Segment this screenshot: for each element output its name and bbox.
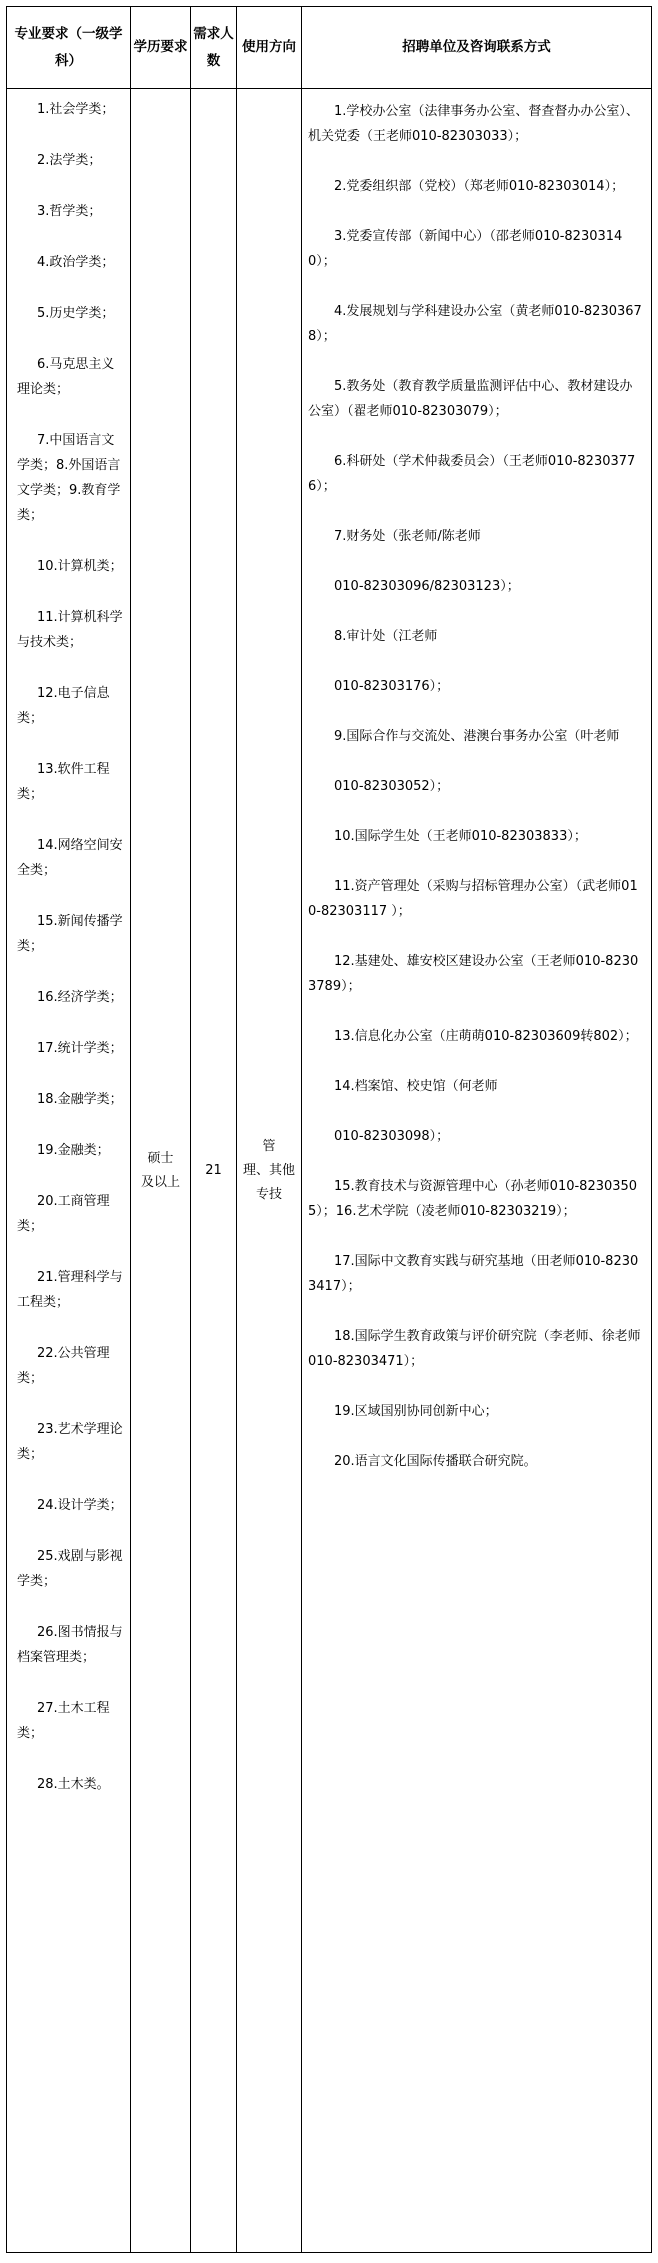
list-item: 1.社会学类； [37, 102, 115, 117]
list-item: 010-82303176）； [334, 679, 450, 694]
list-item: 26.图书情报与档案管理类； [17, 1625, 123, 1665]
direction-line: 理、其他 [242, 1162, 295, 1178]
header-row [7, 7, 652, 89]
list-item: 4.政治学类； [37, 255, 115, 270]
list-item: 28.土木类。 [37, 1777, 110, 1792]
list-item: 12.基建处、雄安校区建设办公室（王老师010-82303789）； [308, 954, 639, 994]
table-row [7, 89, 652, 2253]
list-item: 2.法学类； [37, 153, 102, 168]
list-item: 23.艺术学理论类； [17, 1422, 123, 1462]
list-item: 4.发展规划与学科建设办公室（黄老师010-82303678）； [308, 304, 642, 344]
list-item: 010-82303052）； [334, 779, 450, 794]
list-item: 3.党委宣传部（新闻中心）（邵老师010-82303140）； [308, 229, 623, 269]
list-item: 1.学校办公室（法律事务办公室、督查督办办公室）、机关党委（王老师010-82303033）； [308, 104, 639, 144]
list-item: 22.公共管理类； [17, 1346, 110, 1386]
header-major: 专业要求（一级学科） [7, 7, 131, 89]
direction-line: 管 [262, 1138, 276, 1154]
count-cell [191, 89, 237, 2253]
list-item: 11.计算机科学与技术类； [17, 610, 123, 650]
list-item: 19.区域国别协同创新中心； [334, 1404, 498, 1419]
list-item: 16.经济学类； [37, 990, 123, 1005]
contacts-cell [302, 89, 652, 2253]
list-item: 7.财务处（张老师/陈老师 [334, 529, 481, 544]
majors-cell [7, 89, 131, 2253]
list-item: 010-82303096/82303123）； [334, 579, 520, 594]
list-item: 2.党委组织部（党校）（郑老师010-82303014）； [334, 179, 625, 194]
list-item: 14.网络空间安全类； [17, 838, 123, 878]
list-item: 13.信息化办公室（庄萌萌010-82303609转802）； [334, 1029, 638, 1044]
direction-cell [237, 89, 302, 2253]
list-item: 18.国际学生教育政策与评价研究院（李老师、徐老师010-82303471）； [308, 1329, 641, 1369]
list-item: 18.金融学类； [37, 1092, 123, 1107]
education-line: 硕士 [147, 1150, 174, 1166]
list-item: 6.马克思主义理论类； [17, 357, 115, 397]
list-item: 9.国际合作与交流处、港澳台事务办公室（叶老师 [334, 729, 620, 744]
list-item: 8.审计处（江老师 [334, 629, 438, 644]
list-item: 5.教务处（教育教学质量监测评估中心、教材建设办公室）（翟老师010-82303079）； [308, 379, 633, 419]
list-item: 15.教育技术与资源管理中心（孙老师010-82303505）；16.艺术学院（凌老师010-82303219）； [308, 1179, 638, 1219]
header-direction: 使用方向 [237, 7, 302, 89]
list-item: 15.新闻传播学类； [17, 914, 123, 954]
list-item: 14.档案馆、校史馆（何老师 [334, 1079, 498, 1094]
header-contact: 招聘单位及咨询联系方式 [302, 7, 652, 89]
list-item: 17.国际中文教育实践与研究基地（田老师010-82303417）； [308, 1254, 639, 1294]
header-education: 学历要求 [131, 7, 191, 89]
list-item: 24.设计学类； [37, 1498, 123, 1513]
list-item: 19.金融类； [37, 1143, 110, 1158]
list-item: 11.资产管理处（采购与招标管理办公室）（武老师010-82303117 ）； [308, 879, 638, 919]
list-item: 10.国际学生处（王老师010-82303833）； [334, 829, 587, 844]
list-item: 27.土木工程类； [17, 1701, 110, 1741]
list-item: 20.语言文化国际传播联合研究院。 [334, 1454, 537, 1469]
list-item: 12.电子信息类； [17, 686, 110, 726]
list-item: 13.软件工程类； [17, 762, 110, 802]
list-item: 25.戏剧与影视学类； [17, 1549, 123, 1589]
education-line: 及以上 [140, 1174, 180, 1190]
education-cell [131, 89, 191, 2253]
direction-line: 专技 [255, 1186, 282, 1202]
recruitment-table [6, 6, 652, 2253]
list-item: 5.历史学类； [37, 306, 115, 321]
list-item: 10.计算机类； [37, 559, 123, 574]
list-item: 21.管理科学与工程类； [17, 1270, 123, 1310]
list-item: 3.哲学类； [37, 204, 102, 219]
list-item: 6.科研处（学术仲裁委员会）（王老师010-82303776）； [308, 454, 636, 494]
list-item: 17.统计学类； [37, 1041, 123, 1056]
list-item: 20.工商管理类； [17, 1194, 110, 1234]
header-count: 需求人数 [191, 7, 237, 89]
count-value: 21 [205, 1163, 222, 1178]
list-item: 7.中国语言文学类；8.外国语言文学类；9.教育学类； [17, 433, 121, 523]
list-item: 010-82303098）； [334, 1129, 450, 1144]
